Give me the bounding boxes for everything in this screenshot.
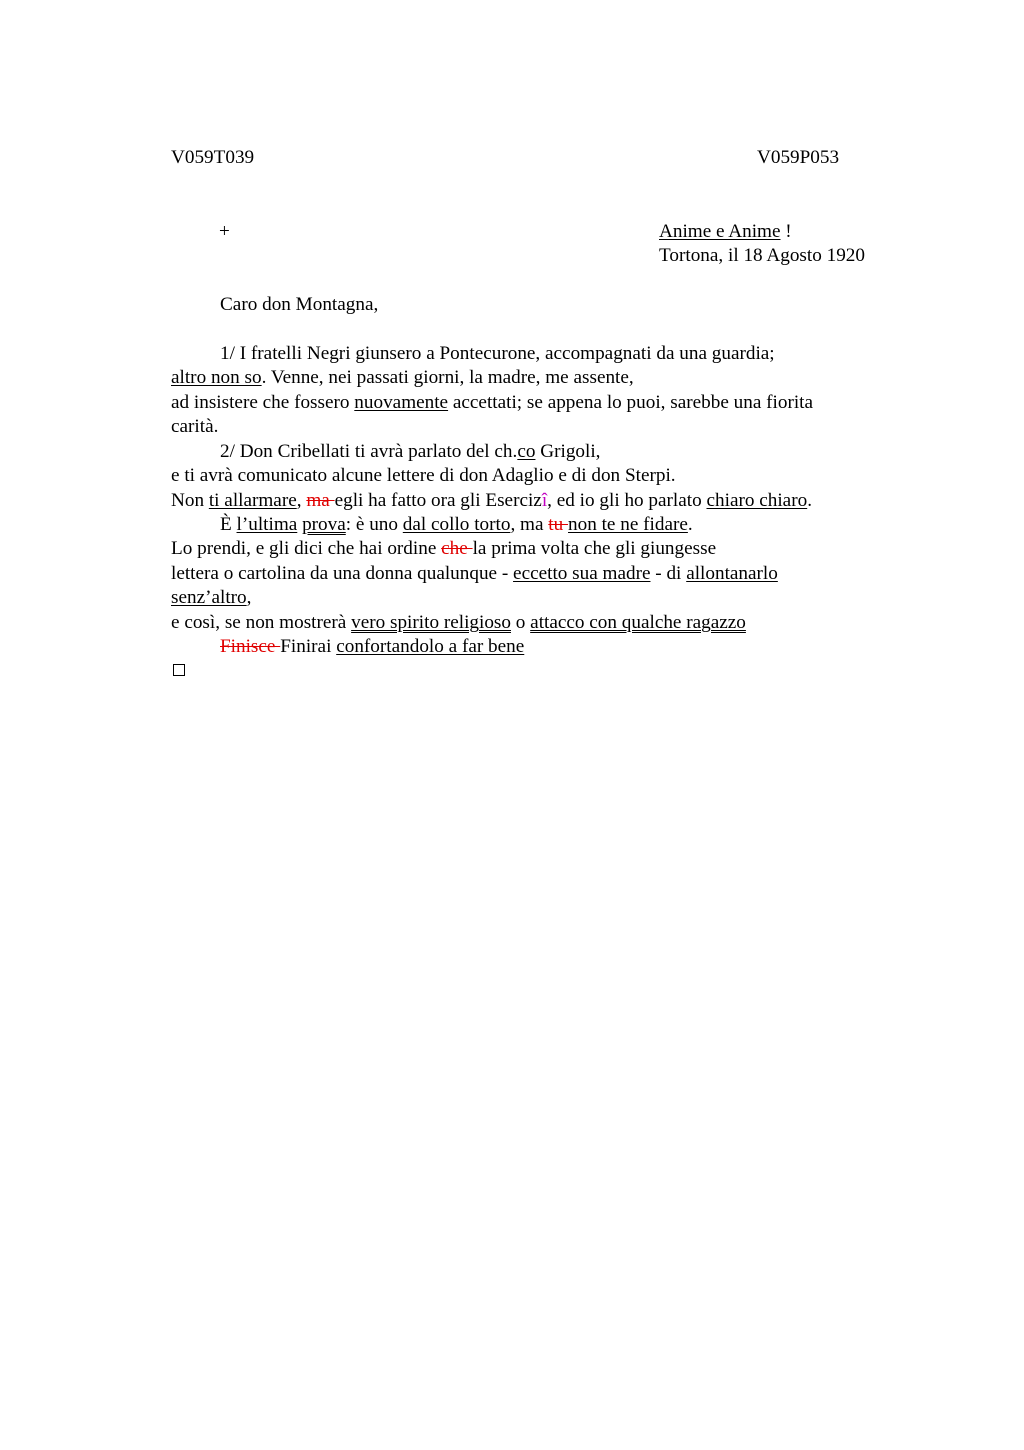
document-code-right: V059P053 bbox=[757, 147, 840, 168]
underlined-text: l’ultima bbox=[236, 514, 298, 535]
motto bbox=[659, 220, 792, 244]
inserted-text: î bbox=[541, 490, 548, 511]
text-run: la prima volta che gli giungesse bbox=[472, 538, 717, 559]
cross-mark: + bbox=[219, 221, 230, 242]
text-run: o bbox=[510, 612, 531, 633]
text-run: . bbox=[687, 514, 693, 535]
double-underlined-text: vero spirito religioso bbox=[351, 612, 511, 633]
deleted-text: che bbox=[441, 538, 473, 559]
text-run: ad insistere che fossero bbox=[171, 392, 355, 413]
underlined-text: dal collo torto bbox=[402, 514, 511, 535]
p2-line-1 bbox=[220, 440, 600, 464]
text-run: accettati; se appena lo puoi, sarebbe una fiorita bbox=[448, 392, 814, 413]
p2-line-3 bbox=[171, 489, 812, 513]
document-code-left: V059T039 bbox=[171, 147, 255, 168]
underlined-text: senz’altro bbox=[171, 587, 247, 608]
motto-tail: ! bbox=[780, 221, 792, 242]
text-run: Non bbox=[171, 490, 209, 511]
p2-line-7 bbox=[171, 586, 251, 610]
p2-line-9 bbox=[220, 635, 524, 659]
text-run: - di bbox=[650, 563, 687, 584]
p2-line-5 bbox=[171, 537, 716, 561]
text-run: , ed io gli ho parlato bbox=[547, 490, 707, 511]
text-run: : è uno bbox=[345, 514, 403, 535]
text-run: egli ha fatto ora gli Eserciz bbox=[334, 490, 542, 511]
deleted-text: tu bbox=[548, 514, 569, 535]
text-run: È bbox=[220, 514, 237, 535]
motto-text: Anime e Anime bbox=[659, 221, 781, 242]
underlined-text: confortandolo a far bene bbox=[336, 636, 525, 657]
text-run: Lo prendi, e gli dici che hai ordine bbox=[171, 538, 442, 559]
text-run: . Venne, nei passati giorni, la madre, me assente, bbox=[261, 367, 634, 388]
text-run: 2/ Don Cribellati ti avrà parlato del ch. bbox=[220, 441, 518, 462]
p2-line-4 bbox=[220, 513, 693, 537]
text-run: , bbox=[246, 587, 252, 608]
underlined-text: allontanarlo bbox=[686, 563, 778, 584]
underlined-text: altro non so bbox=[171, 367, 262, 388]
text-run: , bbox=[296, 490, 307, 511]
underlined-text: non te ne fidare bbox=[568, 514, 688, 535]
deleted-text: ma bbox=[306, 490, 335, 511]
p1-line-4: carità. bbox=[171, 416, 219, 437]
p1-line-1: 1/ I fratelli Negri giunsero a Pontecurone, accompagnati da una guardia; bbox=[220, 343, 775, 364]
text-run: e così, se non mostrerà bbox=[171, 612, 352, 633]
end-box-icon bbox=[173, 664, 185, 676]
place-date: Tortona, il 18 Agosto 1920 bbox=[659, 245, 865, 266]
double-underlined-text: prova bbox=[302, 514, 346, 535]
text-run: Grigoli, bbox=[535, 441, 601, 462]
double-underlined-text: attacco con qualche ragazzo bbox=[530, 612, 746, 633]
text-run: , ma bbox=[510, 514, 549, 535]
text-run: . bbox=[807, 490, 812, 511]
underlined-text: nuovamente bbox=[354, 392, 449, 413]
p1-line-2 bbox=[171, 366, 634, 390]
p2-line-6 bbox=[171, 562, 778, 586]
underlined-text: eccetto sua madre bbox=[513, 563, 651, 584]
salutation: Caro don Montagna, bbox=[220, 294, 379, 315]
deleted-text: Finisce bbox=[220, 636, 281, 657]
text-run: lettera o cartolina da una donna qualunque - bbox=[171, 563, 514, 584]
underlined-text: chiaro chiaro bbox=[706, 490, 808, 511]
text-run: Finirai bbox=[280, 636, 337, 657]
p2-line-2: e ti avrà comunicato alcune lettere di don Adaglio e di don Sterpi. bbox=[171, 465, 676, 486]
p2-line-8 bbox=[171, 611, 746, 635]
underlined-text: ti allarmare bbox=[208, 490, 297, 511]
p1-line-3 bbox=[171, 391, 813, 415]
underlined-text: co bbox=[517, 441, 536, 462]
